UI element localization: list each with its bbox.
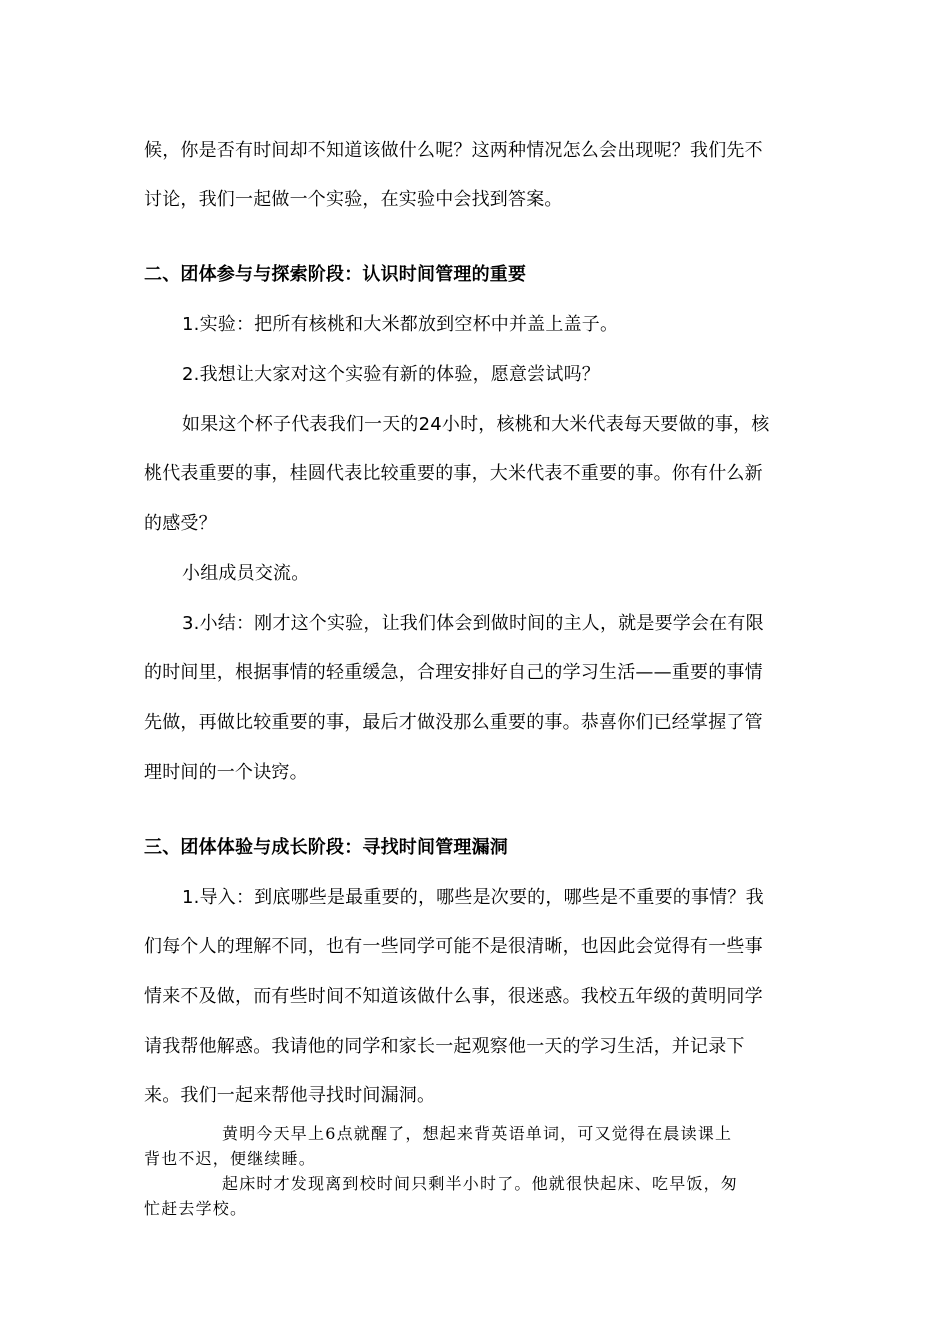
section-2-para-line-1: 如果这个杯子代表我们一天的24小时，核桃和大米代表每天要做的事，核 xyxy=(182,414,770,435)
section-3-intro-line-1: 1.导入：到底哪些是最重要的，哪些是次要的，哪些是不重要的事情？我 xyxy=(182,887,764,908)
section-2-heading: 二、团体参与与探索阶段：认识时间管理的重要 xyxy=(144,264,527,285)
intro-line-1: 候，你是否有时间却不知道该做什么呢？这两种情况怎么会出现呢？我们先不 xyxy=(144,140,763,161)
section-3-intro-line-4: 请我帮他解惑。我请他的同学和家长一起观察他一天的学习生活，并记录下 xyxy=(144,1036,745,1057)
section-2-summary-line-3: 先做，再做比较重要的事，最后才做没那么重要的事。恭喜你们已经掌握了管 xyxy=(144,712,763,733)
section-2-discussion: 小组成员交流。 xyxy=(182,563,310,584)
story-line-3: 起床时才发现离到校时间只剩半小时了。他就很快起床、吃早饭，匆 xyxy=(222,1174,739,1193)
section-2-item-1: 1.实验：把所有核桃和大米都放到空杯中并盖上盖子。 xyxy=(182,314,619,335)
section-2-summary-line-2: 的时间里，根据事情的轻重缓急，合理安排好自己的学习生活——重要的事情 xyxy=(144,662,763,683)
intro-line-2: 讨论，我们一起做一个实验，在实验中会找到答案。 xyxy=(144,189,563,210)
section-2-summary-line-1: 3.小结：刚才这个实验，让我们体会到做时间的主人，就是要学会在有限 xyxy=(182,613,764,634)
section-3-intro-line-3: 情来不及做，而有些时间不知道该做什么事，很迷惑。我校五年级的黄明同学 xyxy=(144,986,763,1007)
story-line-1: 黄明今天早上6点就醒了，想起来背英语单词，可又觉得在晨读课上 xyxy=(222,1124,733,1143)
story-line-2: 背也不迟，便继续睡。 xyxy=(144,1149,317,1168)
section-3-intro-line-2: 们每个人的理解不同，也有一些同学可能不是很清晰，也因此会觉得有一些事 xyxy=(144,936,763,957)
section-2-para-line-3: 的感受？ xyxy=(144,513,217,534)
section-2-summary-line-4: 理时间的一个诀窍。 xyxy=(144,762,308,783)
section-3-intro-line-5: 来。我们一起来帮他寻找时间漏洞。 xyxy=(144,1085,436,1106)
section-2-para-line-2: 桃代表重要的事，桂圆代表比较重要的事，大米代表不重要的事。你有什么新 xyxy=(144,463,763,484)
section-2-item-2: 2.我想让大家对这个实验有新的体验，愿意尝试吗？ xyxy=(182,364,600,385)
section-3-heading: 三、团体体验与成长阶段：寻找时间管理漏洞 xyxy=(144,837,508,858)
story-line-4: 忙赶去学校。 xyxy=(144,1199,248,1218)
